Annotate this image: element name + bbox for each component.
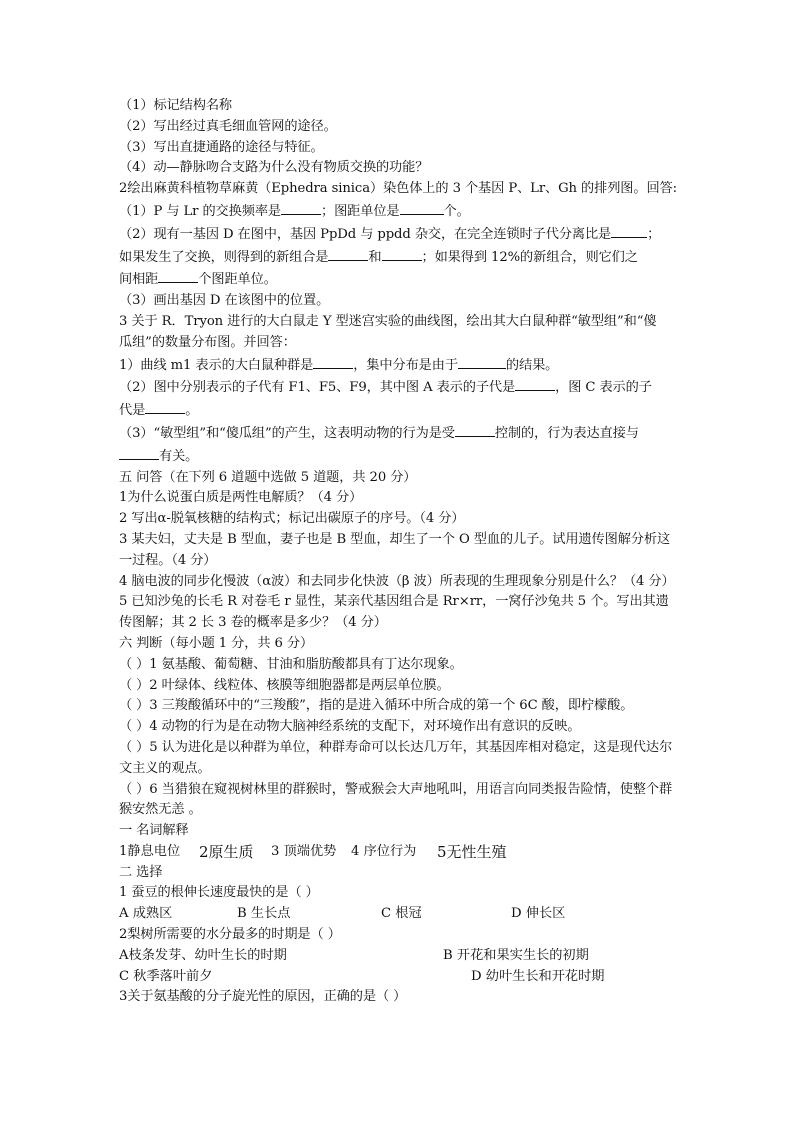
section5-q4: 4 脑电波的同步化慢波（α波）和去同步化快波（β 波）所表现的生理现象分别是什么？（4 分） — [119, 573, 675, 589]
section5-q2: 2 写出α-脱氧核糖的结构式；标记出碳原子的序号。（4 分） — [119, 511, 465, 527]
choice-q2-options-ab — [119, 946, 679, 967]
judge-item-5: （ ）5 认为进化是以种群为单位，种群寿命可以长达几万年，其基因库相对稳定，这是现代达尔文主义的观点。 — [119, 739, 673, 776]
tryon-stem-cont: 瓜组”的数量分布图。并回答： — [119, 334, 296, 350]
choice-q2-stem: 2梨树所需要的水分最多的时期是（ ） — [119, 927, 341, 943]
answer-blank[interactable] — [119, 445, 159, 460]
judge-item-2: （ ）2 叶绿体、线粒体、核膜等细胞器都是两层单位膜。 — [119, 677, 450, 693]
ephedra-sub2: （2）现有一基因 D 在图中，基因 PpDd 与 ppdd 杂交，在完全连锁时子代分离比是 ； — [119, 223, 679, 246]
answer-blank[interactable] — [400, 200, 444, 215]
tryon-sub3: （3）“敏型组”和“傻瓜组”的产生，这表明动物的行为是受 控制的，行为表达直接与 — [119, 422, 679, 445]
section6-heading: 六 判断（每小题 1 分，共 6 分） — [119, 635, 314, 651]
section5-q5: 5 已知沙兔的长毛 R 对卷毛 r 显性，某亲代基因组合是 Rr×rr，一窝仔沙兔共 5 个。写出其遗传图解；其 2 长 3 卷的概率是多少？（4 分） — [119, 594, 669, 631]
option-a: A枝条发芽、幼叶生长的时期 — [119, 947, 287, 963]
tryon-sub3-cont: 有关。 — [119, 445, 679, 468]
option-d: D 幼叶生长和开花时期 — [471, 968, 605, 984]
section1-heading: 一 名词解释 — [119, 823, 189, 839]
answer-blank[interactable] — [281, 200, 321, 215]
option-b: B 开花和果实生长的初期 — [443, 947, 589, 963]
circulation-q1: （1）标记结构名称 — [119, 98, 232, 113]
choice-q3-stem: 3关于氨基酸的分子旋光性的原因，正确的是（ ） — [119, 989, 407, 1005]
document-body — [119, 96, 679, 1008]
term-item: 3 顶端优势 — [271, 843, 337, 859]
answer-blank[interactable] — [313, 354, 353, 369]
term-item: 1静息电位 — [119, 843, 181, 859]
answer-blank[interactable] — [458, 354, 506, 369]
ephedra-sub2-cont2: 间相距 个图距单位。 — [119, 268, 679, 291]
option-d: D 伸长区 — [511, 906, 566, 922]
section5-q1: 1为什么说蛋白质是两性电解质？（4 分） — [119, 490, 363, 506]
option-c: C 秋季落叶前夕 — [119, 968, 213, 984]
judge-item-6: （ ）6 当猎狼在窥视树林里的群猴时，警戒猴会大声地吼叫，用语言向同类报告险情，使整个群猴安然无恙 。 — [119, 781, 673, 818]
answer-blank[interactable] — [382, 246, 422, 261]
ephedra-sub1: （1）P 与 Lr 的交换频率是 ；图距单位是 个。 — [119, 200, 679, 223]
choice-q1-stem: 1 蚕豆的根伸长速度最快的是（ ） — [119, 885, 319, 901]
judge-item-1: （ ）1 氨基酸、葡萄糖、甘油和脂肪酸都具有丁达尔现象。 — [119, 656, 463, 672]
circulation-q4: （4）动—静脉吻合支路为什么没有物质交换的功能？ — [119, 160, 429, 176]
ephedra-sub3: （3）画出基因 D 在该图中的位置。 — [119, 293, 330, 309]
section5-heading: 五 问答（在下列 6 道题中选做 5 道题，共 20 分） — [119, 469, 417, 485]
answer-blank[interactable] — [145, 399, 185, 414]
judge-item-3: （ ）3 三羧酸循环中的“三羧酸”，指的是进入循环中所合成的第一个 6C 酸，即柠檬酸。 — [119, 698, 634, 714]
section5-q3: 3 某夫妇，丈夫是 B 型血，妻子也是 B 型血，却生了一个 O 型血的儿子。试用遗传图解分析这一过程。（4 分） — [119, 531, 671, 568]
tryon-stem: 3 关于 R．Tryon 进行的大白鼠走 Y 型迷宫实验的曲线图，绘出其大白鼠种群“敏型组”和“傻 — [119, 313, 657, 329]
answer-blank[interactable] — [455, 422, 495, 437]
answer-blank[interactable] — [611, 223, 647, 238]
tryon-sub1: 1）曲线 m1 表示的大白鼠种群是 ，集中分布是由于 的结果。 — [119, 354, 679, 377]
ephedra-stem: 2绘出麻黄科植物草麻黄（Ephedra sinica）染色体上的 3 个基因 P、Lr、Gh 的排列图。回答: — [119, 181, 677, 197]
choice-q1-options — [119, 904, 679, 925]
term-item: 5无性生殖 — [437, 842, 507, 861]
tryon-sub2-cont: 代是 。 — [119, 399, 679, 422]
answer-blank[interactable] — [515, 376, 555, 391]
answer-blank[interactable] — [328, 246, 368, 261]
option-b: B 生长点 — [237, 906, 291, 922]
term-list — [119, 842, 679, 863]
ephedra-sub2-cont: 如果发生了交换，则得到的新组合是 和 ；如果得到 12%的新组合，则它们之 — [119, 246, 679, 269]
option-a: A 成熟区 — [119, 906, 173, 922]
section2-heading: 二 选择 — [119, 864, 163, 880]
tryon-sub2: （2）图中分别表示的子代有 F1、F5、F9，其中图 A 表示的子代是 ，图 C 表示的子 — [119, 376, 679, 399]
circulation-q2: （2）写出经过真毛细血管网的途径。 — [119, 118, 337, 134]
answer-blank[interactable] — [158, 268, 198, 283]
option-c: C 根冠 — [381, 906, 422, 922]
term-item: 2原生质 — [199, 842, 254, 861]
term-item: 4 序位行为 — [351, 843, 417, 859]
circulation-q3: （3）写出直捷通路的途径与特征。 — [119, 139, 324, 155]
choice-q2-options-cd — [119, 967, 679, 988]
judge-item-4: （ ）4 动物的行为是在动物大脑神经系统的支配下，对环境作出有意识的反映。 — [119, 719, 581, 735]
